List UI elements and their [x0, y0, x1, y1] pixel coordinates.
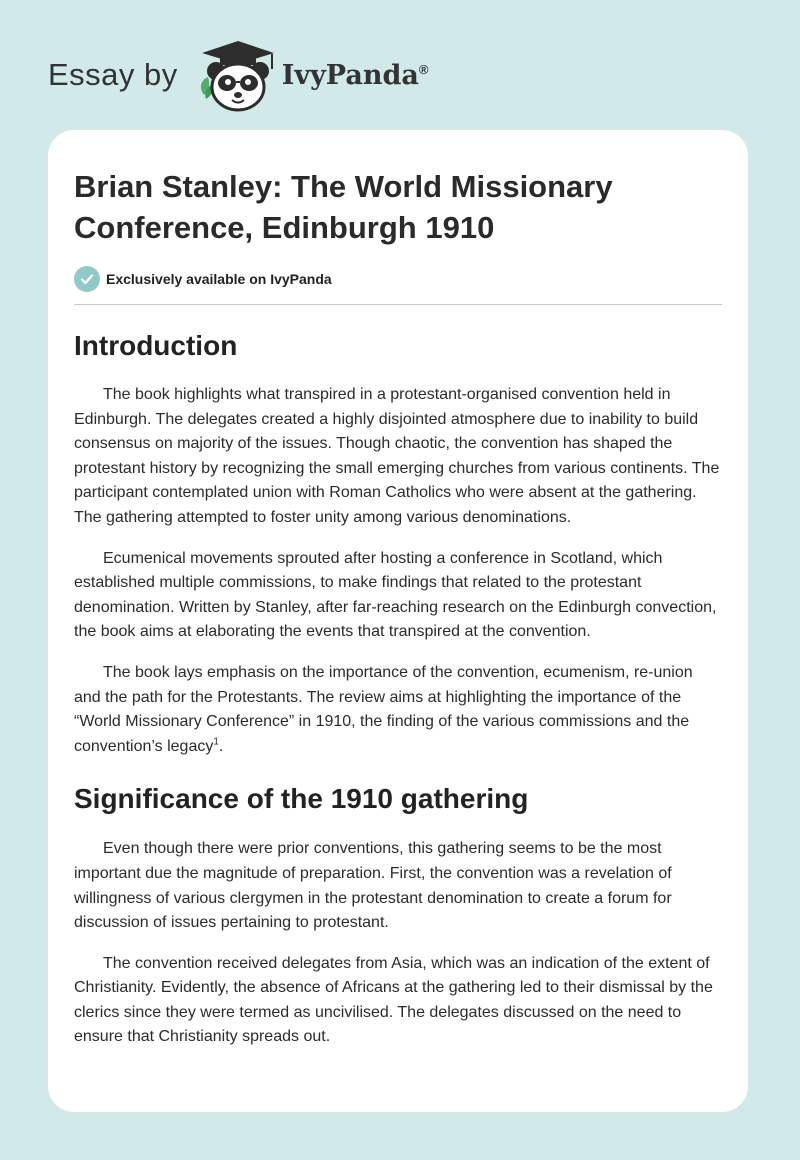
- exclusive-label: Exclusively available on IvyPanda: [106, 271, 332, 287]
- section-heading-introduction: Introduction: [74, 330, 238, 361]
- check-icon: [74, 266, 100, 292]
- panda-logo-icon[interactable]: [194, 37, 278, 113]
- registered-mark: ®: [418, 61, 429, 77]
- paragraph-end: .: [218, 737, 224, 755]
- paragraph: Even though there were prior conventions, this gathering seems to be the most important due the magnitude of preparation. First, the convention was a revelation of willingness of various clergymen in the protestant denomination to create a forum for discussion of issues pertaining to protestant.: [74, 840, 672, 932]
- essay-card: [48, 130, 748, 1112]
- footnote-link[interactable]: 1: [213, 736, 219, 748]
- site-header: [48, 30, 428, 120]
- page-title: Brian Stanley: The World Missionary Conference, Edinburgh 1910: [74, 169, 613, 245]
- paragraph-text: The book lays emphasis on the importance of the convention, ecumenism, re-union and the path for the Protestants. The review aims at highlighting the importance of the “World Missionary Conference” in 1910, the finding of the various commissions and the convention’s legacy: [74, 663, 693, 755]
- section-heading-significance: Significance of the 1910 gathering: [74, 783, 529, 815]
- exclusive-badge: [74, 266, 722, 292]
- essay-by-label: Essay by: [48, 57, 178, 92]
- paragraph: The book highlights what transpired in a protestant-organised convention held in Edinburgh. The delegates created a highly disjointed atmosphere due to inability to build consensus on majority of the issues. Though chaotic, the convention has shaped the protestant history by recognizing the small emerging churches from various continents. The participant contemplated union with Roman Catholics who were absent at the gathering. The gathering attempted to foster unity among various denominations.: [74, 386, 720, 526]
- paragraph: The convention received delegates from Asia, which was an indication of the extent of Christianity. Evidently, the absence of Africans at the gathering led to their dismissal by the clerics since they were termed as uncivilised. The delegates discussed on the need to ensure that Christianity spreads out.: [74, 954, 713, 1046]
- divider: [74, 304, 722, 305]
- paragraph: Ecumenical movements sprouted after hosting a conference in Scotland, which established multiple commissions, to make findings that related to the protestant denomination. Written by Stanley, after far-reaching research on the Edinburgh convection, the book aims at elaborating the events that transpired at the convention.: [74, 549, 717, 641]
- paragraph: [74, 661, 722, 759]
- brand-name[interactable]: IvyPanda®: [281, 59, 429, 91]
